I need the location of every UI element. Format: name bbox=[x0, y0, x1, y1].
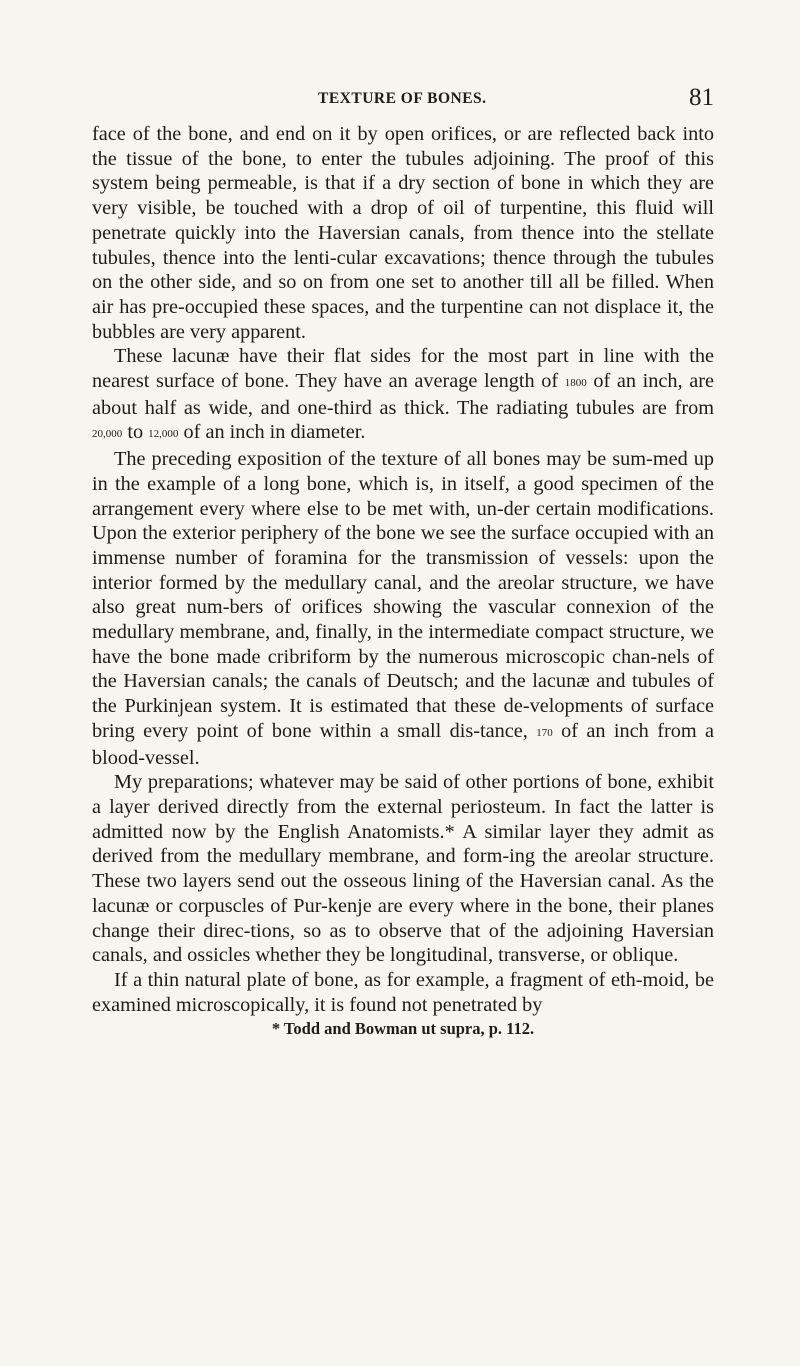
text-segment: to bbox=[122, 421, 149, 444]
paragraph-3 bbox=[92, 447, 714, 770]
body-text bbox=[92, 122, 714, 1017]
running-header bbox=[92, 84, 714, 114]
paragraph-5 bbox=[92, 968, 714, 1017]
fraction-denominator: 12,000 bbox=[148, 428, 179, 441]
text-segment: If a thin natural plate of bone, as for example, a fragment of eth-moid, be examined microscopically, it is found not penetrated by bbox=[92, 968, 714, 1016]
text-segment: My preparations; whatever may be said of other portions of bone, exhibit a layer derived directly from the external periosteum. In fact the latter is admitted now by the English Anatomists.* A similar layer they admit as derived from the medullary membrane, and form-ing the areolar structure. These two layers send out the osseous lining of the Haversian canal. As the lacunæ or corpuscles of Pur-kenje are every where in the bone, their planes change their direc-tions, so as to observe that of the adjoining Haversian canals, and ossicles whether they be longitudinal, transverse, or oblique. bbox=[92, 771, 714, 967]
paragraph-1 bbox=[92, 122, 714, 344]
text-segment: of an inch from a blood-vessel. bbox=[92, 719, 714, 769]
fraction-denominator: 1800 bbox=[564, 377, 587, 390]
fraction-denominator: 20,000 bbox=[92, 428, 123, 441]
text-segment: The preceding exposition of the texture of all bones may be sum-med up in the example of a long bone, which is, in itself, a good specimen of the arrangement every where else to be met with, un-der certain modifications. Upon the exterior periphery of the bone we see the surface occupied with an immense number of foramina for the transmission of vessels: upon the interior formed by the medullary canal, and the areolar structure, we have also great num-bers of orifices showing the vascular connexion of the medullary membrane, and, finally, in the intermediate compact structure, we have the bone made cribriform by the numerous microscopic chan-nels of the Haversian canals; the canals of Deutsch; and the lacunæ and tubules of the Purkinjean system. It is estimated that these de-velopments of surface bring every point of bone within a small dis-tance, bbox=[92, 448, 714, 742]
text-segment: These lacunæ have their flat sides for the most part in line with the nearest surface of bone. They have an average length of bbox=[92, 345, 714, 393]
fraction-denominator: 170 bbox=[536, 726, 553, 739]
chapter-title: TEXTURE OF BONES. bbox=[318, 90, 487, 107]
footnote: * Todd and Bowman ut supra, p. 112. bbox=[271, 1019, 535, 1039]
paragraph-4 bbox=[92, 770, 714, 968]
paragraph-2 bbox=[92, 344, 714, 447]
text-segment: of an inch in diameter. bbox=[178, 421, 366, 444]
text-segment: of an inch, are about half as wide, and one-third as thick. The radiating tubules are from bbox=[92, 370, 714, 419]
page-number: 81 bbox=[689, 84, 714, 111]
text-segment: face of the bone, and end on it by open orifices, or are reflected back into the tissue of the bone, to enter the tubules adjoining. The proof of this system being permeable, is that if a dry section of bone in which they are very visible, be touched with a drop of oil of turpentine, this fluid will penetrate quickly into the Haversian canals, from thence into the stellate tubules, thence into the lenti-cular excavations; thence through the tubules on the other side, and so on from one set to another till all be filled. When air has pre-occupied these spaces, and the turpentine can not displace it, the bubbles are very apparent. bbox=[92, 123, 714, 343]
